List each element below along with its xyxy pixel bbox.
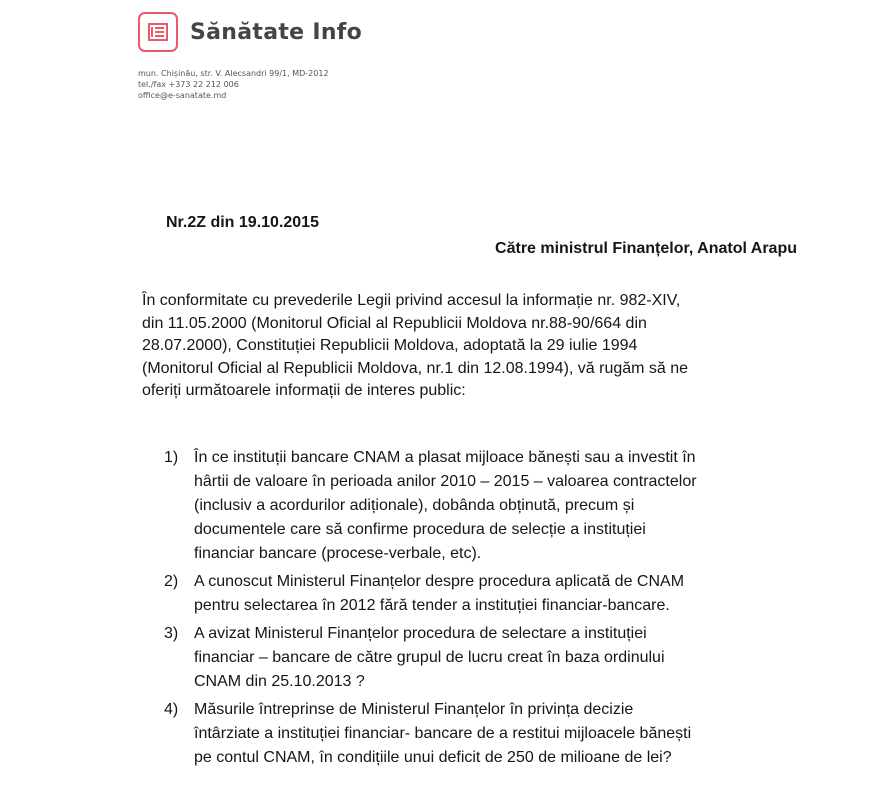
intro-line: În conformitate cu prevederile Legii privind accesul la informație nr. 982-XIV, [142, 292, 681, 309]
item-line: documentele care să confirme procedura de selecție a instituției [194, 521, 646, 538]
intro-line: 28.07.2000), Constituției Republicii Moldova, adoptată la 29 iulie 1994 [142, 337, 638, 354]
item-text [194, 446, 697, 566]
item-text [194, 622, 665, 694]
item-line: pe contul CNAM, în condițiile unui deficit de 250 de milioane de lei? [194, 749, 672, 766]
item-number: 4) [164, 701, 179, 718]
item-line: (inclusiv a acordurilor adiționale), dobânda obținută, precum și [194, 497, 635, 514]
letter-number: Nr.2Z din 19.10.2015 [166, 214, 319, 231]
item-line: Măsurile întreprinse de Ministerul Finanțelor în privința decizie [194, 701, 634, 718]
list-item [164, 698, 804, 770]
intro-paragraph [142, 290, 842, 403]
item-number: 1) [164, 449, 179, 466]
item-line: pentru selectarea în 2012 fără tender a instituției financiar-bancare. [194, 597, 670, 614]
item-text [194, 570, 684, 618]
item-line: A cunoscut Ministerul Finanțelor despre procedura aplicată de CNAM [194, 573, 685, 590]
list-item [164, 570, 804, 618]
item-number: 3) [164, 625, 179, 642]
intro-line: din 11.05.2000 (Monitorul Oficial al Republicii Moldova nr.88-90/664 din [142, 314, 647, 332]
letterhead [138, 12, 362, 101]
item-line: În ce instituții bancare CNAM a plasat mijloace bănești sau a investit în [194, 449, 696, 466]
intro-line: oferiți următoarele informații de interes public: [142, 382, 466, 399]
brand-row [138, 12, 362, 52]
question-list [164, 446, 804, 774]
list-item [164, 622, 804, 694]
brand-name: Sănătate Info [190, 19, 363, 45]
email: office@e-sanatate.md [138, 91, 227, 100]
item-line: întârziate a instituției financiar- bancare de a restitui mijloacele bănești [194, 725, 692, 742]
item-line: A avizat Ministerul Finanțelor procedura de selectare a instituției [194, 625, 647, 642]
contact-info [138, 68, 362, 101]
document-logo-icon [138, 12, 178, 52]
item-number: 2) [164, 573, 179, 590]
item-line: hârtii de valoare în perioada anilor 2010 – 2015 – valoarea contractelor [194, 473, 697, 490]
recipient: Către ministrul Finanțelor, Anatol Arapu [495, 240, 797, 257]
address: mun. Chișinău, str. V. Alecsandri 99/1, MD-2012 [138, 69, 329, 78]
phone: tel./fax +373 22 212 006 [138, 80, 239, 89]
intro-line: (Monitorul Oficial al Republicii Moldova, nr.1 din 12.08.1994), vă rugăm să ne [142, 359, 689, 377]
item-line: financiar bancare (procese-verbale, etc). [194, 545, 482, 562]
item-text [194, 698, 691, 770]
item-line: CNAM din 25.10.2013 ? [194, 673, 365, 690]
item-line: financiar – bancare de către grupul de lucru creat în baza ordinului [194, 649, 665, 666]
list-item [164, 446, 804, 566]
